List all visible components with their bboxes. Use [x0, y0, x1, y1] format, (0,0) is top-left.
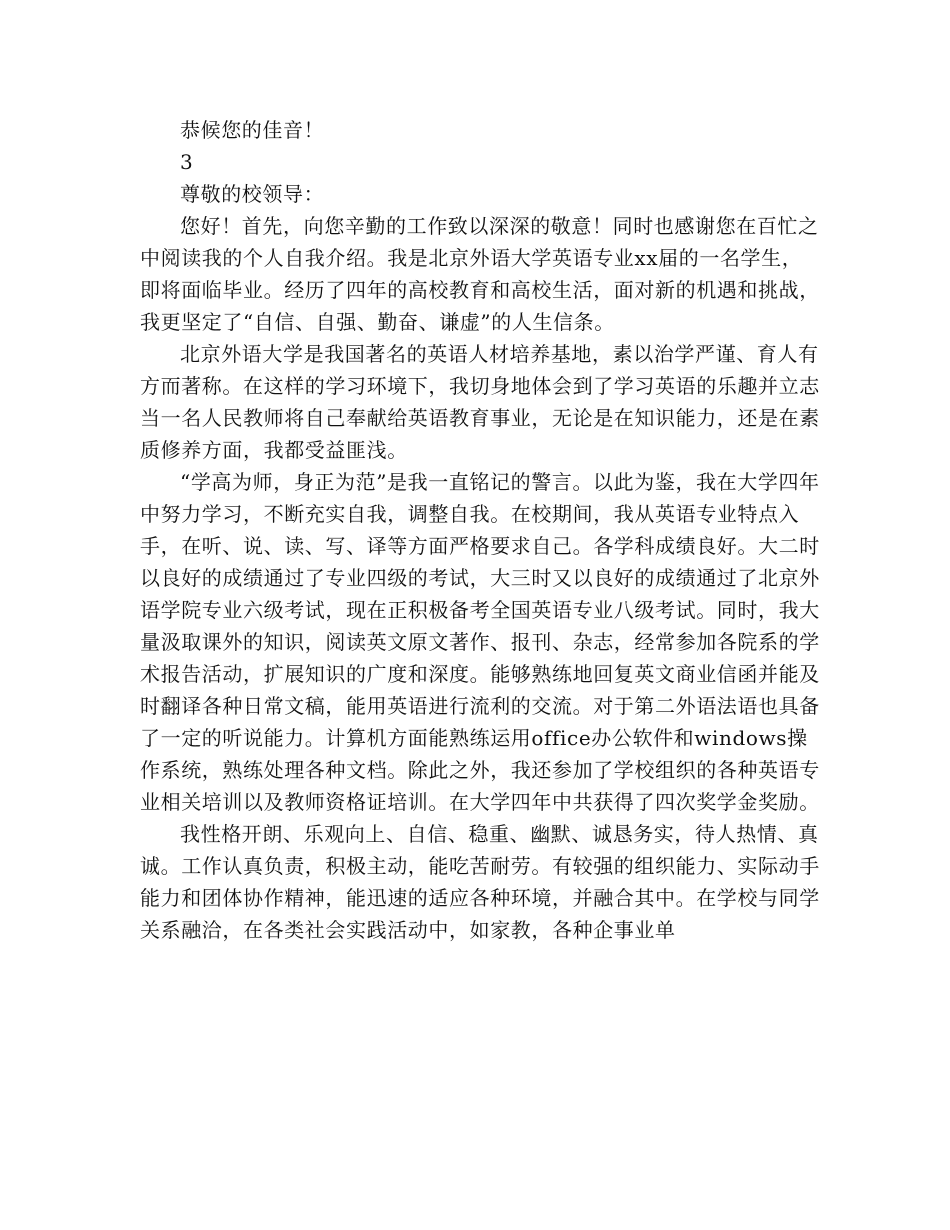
- paragraph-university: 北京外语大学是我国著名的英语人材培养基地，素以治学严谨、育人有方而著称。在这样的学习环境下，我切身地体会到了学习英语的乐趣并立志当一名人民教师将自己奉献给英语教育事业，无论是在知识能力，还是在素质修养方面，我都受益匪浅。: [140, 342, 820, 462]
- salutation: 尊敬的校领导：: [180, 182, 325, 206]
- paragraph-greeting: 您好！首先，向您辛勤的工作致以深深的敬意！同时也感谢您在百忙之中阅读我的个人自我介绍。我是北京外语大学英语专业xx届的一名学生，即将面临毕业。经历了四年的高校教育和高校生活，面对新的机遇和挑战，我更坚定了“自信、自强、勤奋、谦虚”的人生信条。: [140, 214, 820, 334]
- paragraph-personality: 我性格开朗、乐观向上、自信、稳重、幽默、诚恳务实，待人热情、真诚。工作认真负责，积极主动，能吃苦耐劳。有较强的组织能力、实际动手能力和团体协作精神，能迅速的适应各种环境，并融合其中。在学校与同学关系融洽，在各类社会实践活动中，如家教，各种企事业单: [140, 822, 820, 942]
- document-body: [140, 114, 820, 946]
- paragraph-study: “学高为师，身正为范”是我一直铭记的警言。以此为鉴，我在大学四年中努力学习，不断充实自我，调整自我。在校期间，我从英语专业特点入手，在听、说、读、写、译等方面严格要求自己。各学科成绩良好。大二时以良好的成绩通过了专业四级的考试，大三时又以良好的成绩通过了北京外语学院专业六级考试，现在正积极备考全国英语专业八级考试。同时，我大量汲取课外的知识，阅读英文原文著作、报刊、杂志，经常参加各院系的学术报告活动，扩展知识的广度和深度。能够熟练地回复英文商业信函并能及时翻译各种日常文稿，能用英语进行流利的交流。对于第二外语法语也具备了一定的听说能力。计算机方面能熟练运用office办公软件和windows操作系统，熟练处理各种文档。除此之外，我还参加了学校组织的各种英语专业相关培训以及教师资格证培训。在大学四年中共获得了四次奖学金奖励。: [140, 470, 820, 814]
- page-number: 3: [180, 150, 194, 174]
- closing-line: 恭候您的佳音！: [180, 118, 325, 142]
